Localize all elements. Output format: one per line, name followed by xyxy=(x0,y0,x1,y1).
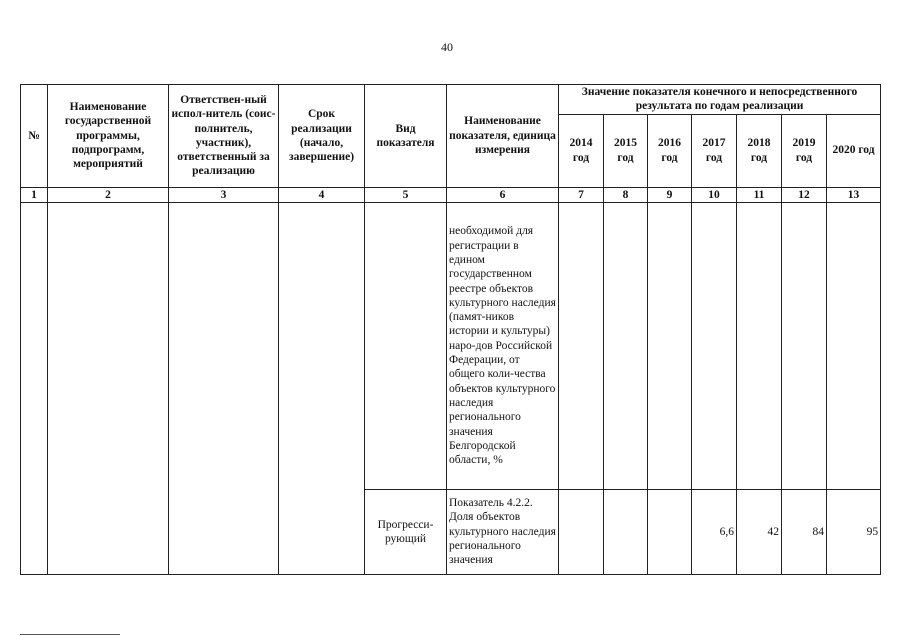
header-number: № xyxy=(21,85,48,188)
header-year: 2014 год xyxy=(559,114,604,187)
cell-value xyxy=(648,202,692,489)
header-term: Срок реализации (начало, завершение) xyxy=(279,85,365,188)
column-number: 1 xyxy=(21,187,48,202)
cell-indicator-name: Показатель 4.2.2. Доля объектов культурного наследия регионального значения xyxy=(447,489,559,574)
header-indicator-name: Наименование показателя, единица измерения xyxy=(447,85,559,188)
cell-indicator-type: Прогресси-рующий xyxy=(365,489,447,574)
cell-value xyxy=(648,489,692,574)
column-number: 9 xyxy=(648,187,692,202)
cell-value xyxy=(559,489,604,574)
column-number: 13 xyxy=(827,187,881,202)
page-number: 40 xyxy=(441,40,453,54)
column-number: 12 xyxy=(782,187,827,202)
cell-value xyxy=(737,202,782,489)
cell-program-name xyxy=(48,202,169,574)
column-number: 8 xyxy=(604,187,648,202)
header-year: 2020 год xyxy=(827,114,881,187)
cell-value xyxy=(604,202,648,489)
cell-value xyxy=(559,202,604,489)
header-year: 2018 год xyxy=(737,114,782,187)
column-number: 6 xyxy=(447,187,559,202)
cell-indicator-name: необходимой для регистрации в едином государственном реестре объектов культурного наследия (памят-ников истории и культуры) наро-дов Российской Федерации, от общего коли-чества объектов культурного наследия регионального значения Белгородской области, % xyxy=(447,202,559,489)
header-executor: Ответствен-ный испол-нитель (соис-полнитель, участник), ответственный за реализацию xyxy=(169,85,279,188)
header-year: 2016 год xyxy=(648,114,692,187)
column-number: 3 xyxy=(169,187,279,202)
column-number: 11 xyxy=(737,187,782,202)
cell-term xyxy=(279,202,365,574)
cell-value: 6,6 xyxy=(692,489,737,574)
cell-value: 42 xyxy=(737,489,782,574)
column-number: 2 xyxy=(48,187,169,202)
column-number: 5 xyxy=(365,187,447,202)
cell-value xyxy=(782,202,827,489)
header-year: 2019 год xyxy=(782,114,827,187)
cell-value xyxy=(692,202,737,489)
cell-indicator-type xyxy=(365,202,447,489)
header-year: 2015 год xyxy=(604,114,648,187)
cell-value: 84 xyxy=(782,489,827,574)
header-program-name: Наименование государственной программы, подпрограмм, мероприятий xyxy=(48,85,169,188)
indicators-table xyxy=(20,84,881,575)
cell-value xyxy=(604,489,648,574)
cell-number xyxy=(21,202,48,574)
column-number: 10 xyxy=(692,187,737,202)
cell-value xyxy=(827,202,881,489)
header-year: 2017 год xyxy=(692,114,737,187)
cell-value: 95 xyxy=(827,489,881,574)
header-indicator-type: Вид показателя xyxy=(365,85,447,188)
column-number: 4 xyxy=(279,187,365,202)
table-row xyxy=(21,202,881,489)
column-number: 7 xyxy=(559,187,604,202)
cell-executor xyxy=(169,202,279,574)
column-number-row xyxy=(21,187,881,202)
scan-edge-line xyxy=(20,634,120,635)
header-values-group: Значение показателя конечного и непосредственного результата по годам реализации xyxy=(559,85,881,115)
